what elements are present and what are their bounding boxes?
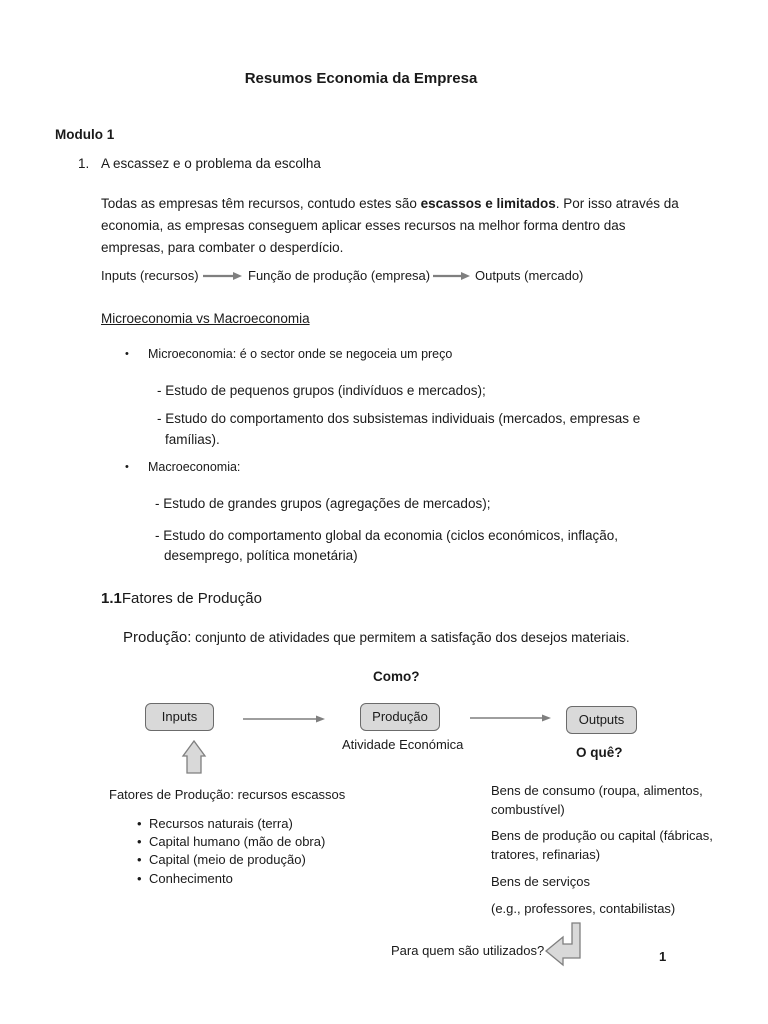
factor-bullet: • (137, 816, 142, 831)
micro-item: - Estudo de pequenos grupos (indivíduos e mercados); (157, 383, 486, 398)
macro-item: - Estudo do comportamento global da economia (ciclos económicos, inflação, (155, 528, 618, 543)
goods-item-continued: combustível) (491, 802, 565, 817)
paragraph-bold: escassos e limitados (420, 196, 556, 211)
outputs-box-label: Outputs (578, 712, 625, 727)
macro-item: - Estudo de grandes grupos (agregações de mercados); (155, 496, 491, 511)
flow-outputs: Outputs (mercado) (475, 268, 584, 283)
flow-function: Função de produção (empresa) (248, 268, 431, 283)
factors-heading: Fatores de Produção: recursos escassos (109, 787, 346, 802)
page-number: 1 (659, 949, 667, 964)
goods-item-continued: tratores, refinarias) (491, 847, 601, 862)
factor-text: Conhecimento (149, 871, 233, 886)
inputs-box-label: Inputs (161, 709, 198, 724)
module-heading: Modulo 1 (55, 127, 115, 142)
atividade-label: Atividade Económica (342, 737, 464, 752)
section-1-1-number: 1.1 (101, 590, 122, 607)
flow-inputs: Inputs (recursos) (101, 268, 199, 283)
paragraph-text-start: Todas as empresas têm recursos, contudo estes são (101, 196, 421, 211)
section-1-number: 1. (78, 156, 90, 171)
production-term: Produção: (123, 629, 192, 646)
como-label: Como? (373, 669, 420, 684)
macro-item-continued: desemprego, política monetária) (164, 548, 358, 563)
production-definition-text: conjunto de atividades que permitem a satisfação dos desejos materiais. (191, 630, 630, 645)
section-1-1-title: Fatores de Produção (121, 590, 262, 607)
micro-label: Microeconomia: é o sector onde se negoceia um preço (148, 347, 453, 361)
factor-bullet: • (137, 852, 142, 867)
paragraph-text-end: . Por isso através da economia, as empresas conseguem aplicar esses recursos na melhor forma dentro das empresas, para combater o desperdício. (101, 196, 679, 255)
factor-text: Capital (meio de produção) (149, 852, 306, 867)
micro-item-continued: famílias). (165, 432, 220, 447)
factor-text: Recursos naturais (terra) (149, 816, 293, 831)
macro-label: Macroeconomia: (148, 460, 241, 474)
micro-macro-heading: Microeconomia vs Macroeconomia (101, 311, 310, 326)
goods-item: Bens de consumo (roupa, alimentos, (491, 783, 703, 798)
bent-left-arrow (546, 923, 580, 965)
flow-arrow-1 (203, 272, 242, 280)
factor-bullet: • (137, 871, 142, 886)
bullet-macro: • (125, 461, 129, 473)
goods-item: (e.g., professores, contabilistas) (491, 901, 676, 916)
goods-item: Bens de serviços (491, 874, 590, 889)
micro-item: - Estudo do comportamento dos subsistemas individuais (mercados, empresas e (157, 411, 641, 426)
inputs-to-producao-arrow (243, 716, 325, 723)
factor-text: Capital humano (mão de obra) (149, 834, 326, 849)
flow-arrow-2 (433, 272, 470, 280)
producao-to-outputs-arrow (470, 715, 551, 722)
para-quem-label: Para quem são utilizados? (391, 943, 545, 958)
document-title: Resumos Economia da Empresa (244, 70, 478, 87)
section-1-heading: A escassez e o problema da escolha (101, 156, 321, 171)
goods-item: Bens de produção ou capital (fábricas, (491, 828, 713, 843)
producao-box-label: Produção (372, 709, 428, 724)
bullet-micro: • (125, 348, 129, 360)
up-block-arrow (183, 741, 205, 773)
oque-label: O quê? (576, 745, 623, 760)
factor-bullet: • (137, 834, 142, 849)
